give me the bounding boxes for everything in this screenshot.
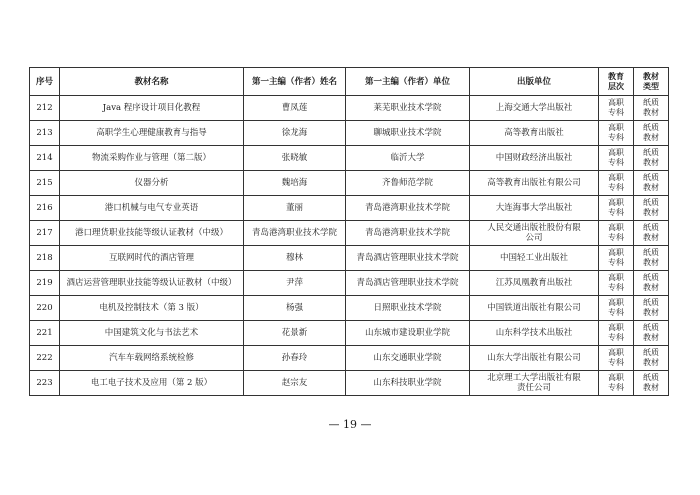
cell-index: 221 <box>30 321 60 346</box>
table-row <box>30 246 669 271</box>
cell-material-type: 纸质 教材 <box>634 96 669 121</box>
cell-title: 电工电子技术及应用（第 2 版） <box>60 371 244 396</box>
cell-material-type: 纸质 教材 <box>634 221 669 246</box>
table-row <box>30 271 669 296</box>
cell-editor-name: 张晓敏 <box>244 146 346 171</box>
cell-material-type: 纸质 教材 <box>634 271 669 296</box>
cell-publisher: 中国铁道出版社有限公司 <box>470 296 599 321</box>
cell-title: 电机及控制技术（第 3 版） <box>60 296 244 321</box>
header-index: 序号 <box>30 68 60 96</box>
cell-editor-unit: 青岛酒店管理职业技术学院 <box>346 246 470 271</box>
cell-index: 217 <box>30 221 60 246</box>
cell-education-level: 高职 专科 <box>599 346 634 371</box>
header-material-type: 教材 类型 <box>634 68 669 96</box>
cell-editor-unit: 青岛港湾职业技术学院 <box>346 196 470 221</box>
cell-index: 215 <box>30 171 60 196</box>
cell-editor-unit: 青岛港湾职业技术学院 <box>346 221 470 246</box>
cell-education-level: 高职 专科 <box>599 171 634 196</box>
cell-editor-unit: 山东科技职业学院 <box>346 371 470 396</box>
cell-editor-unit: 莱芜职业技术学院 <box>346 96 470 121</box>
table-row <box>30 296 669 321</box>
cell-editor-name: 董丽 <box>244 196 346 221</box>
cell-material-type: 纸质 教材 <box>634 296 669 321</box>
cell-material-type: 纸质 教材 <box>634 321 669 346</box>
cell-editor-name: 青岛港湾职业技术学院 <box>244 221 346 246</box>
cell-title: 港口机械与电气专业英语 <box>60 196 244 221</box>
header-title: 教材名称 <box>60 68 244 96</box>
cell-education-level: 高职 专科 <box>599 321 634 346</box>
cell-title: 物流采购作业与管理（第二版） <box>60 146 244 171</box>
cell-editor-unit: 齐鲁师范学院 <box>346 171 470 196</box>
table-row <box>30 221 669 246</box>
cell-publisher: 上海交通大学出版社 <box>470 96 599 121</box>
cell-title: 中国建筑文化与书法艺术 <box>60 321 244 346</box>
cell-index: 212 <box>30 96 60 121</box>
textbook-table <box>29 67 669 396</box>
cell-title: 高职学生心理健康教育与指导 <box>60 121 244 146</box>
cell-index: 218 <box>30 246 60 271</box>
cell-education-level: 高职 专科 <box>599 371 634 396</box>
cell-editor-unit: 山东交通职业学院 <box>346 346 470 371</box>
cell-publisher: 中国轻工业出版社 <box>470 246 599 271</box>
cell-editor-unit: 聊城职业技术学院 <box>346 121 470 146</box>
cell-publisher: 高等教育出版社 <box>470 121 599 146</box>
cell-publisher: 北京理工大学出版社有限 责任公司 <box>470 371 599 396</box>
cell-editor-name: 花景新 <box>244 321 346 346</box>
cell-title: Java 程序设计项目化教程 <box>60 96 244 121</box>
header-publisher: 出版单位 <box>470 68 599 96</box>
cell-editor-unit: 临沂大学 <box>346 146 470 171</box>
page-number: — 19 — <box>328 418 372 431</box>
cell-editor-name: 尹萍 <box>244 271 346 296</box>
cell-editor-unit: 日照职业技术学院 <box>346 296 470 321</box>
table-row <box>30 171 669 196</box>
cell-editor-name: 曹凤莲 <box>244 96 346 121</box>
cell-material-type: 纸质 教材 <box>634 246 669 271</box>
cell-material-type: 纸质 教材 <box>634 346 669 371</box>
table-row <box>30 371 669 396</box>
cell-index: 220 <box>30 296 60 321</box>
cell-editor-name: 孙春玲 <box>244 346 346 371</box>
cell-title: 汽车车载网络系统检修 <box>60 346 244 371</box>
table-row <box>30 196 669 221</box>
cell-index: 223 <box>30 371 60 396</box>
cell-education-level: 高职 专科 <box>599 246 634 271</box>
cell-editor-name: 徐龙海 <box>244 121 346 146</box>
cell-material-type: 纸质 教材 <box>634 146 669 171</box>
cell-education-level: 高职 专科 <box>599 96 634 121</box>
cell-material-type: 纸质 教材 <box>634 196 669 221</box>
header-editor-unit: 第一主编（作者）单位 <box>346 68 470 96</box>
cell-education-level: 高职 专科 <box>599 196 634 221</box>
cell-editor-unit: 山东城市建设职业学院 <box>346 321 470 346</box>
cell-publisher: 山东科学技术出版社 <box>470 321 599 346</box>
cell-material-type: 纸质 教材 <box>634 371 669 396</box>
cell-publisher: 中国财政经济出版社 <box>470 146 599 171</box>
cell-editor-name: 穆林 <box>244 246 346 271</box>
table-row <box>30 146 669 171</box>
cell-publisher: 山东大学出版社有限公司 <box>470 346 599 371</box>
header-editor-name: 第一主编（作者）姓名 <box>244 68 346 96</box>
cell-publisher: 大连海事大学出版社 <box>470 196 599 221</box>
cell-publisher: 江苏凤凰教育出版社 <box>470 271 599 296</box>
cell-index: 216 <box>30 196 60 221</box>
cell-index: 213 <box>30 121 60 146</box>
cell-title: 仪器分析 <box>60 171 244 196</box>
header-education-level: 教育 层次 <box>599 68 634 96</box>
cell-title: 酒店运营管理职业技能等级认证教材（中级） <box>60 271 244 296</box>
cell-publisher: 人民交通出版社股份有限 公司 <box>470 221 599 246</box>
cell-editor-name: 魏培海 <box>244 171 346 196</box>
cell-index: 222 <box>30 346 60 371</box>
table-row <box>30 321 669 346</box>
cell-education-level: 高职 专科 <box>599 271 634 296</box>
cell-education-level: 高职 专科 <box>599 121 634 146</box>
cell-education-level: 高职 专科 <box>599 296 634 321</box>
cell-index: 219 <box>30 271 60 296</box>
cell-material-type: 纸质 教材 <box>634 171 669 196</box>
cell-education-level: 高职 专科 <box>599 146 634 171</box>
cell-editor-name: 杨强 <box>244 296 346 321</box>
cell-title: 互联网时代的酒店管理 <box>60 246 244 271</box>
cell-education-level: 高职 专科 <box>599 221 634 246</box>
cell-publisher: 高等教育出版社有限公司 <box>470 171 599 196</box>
cell-editor-name: 赵宗友 <box>244 371 346 396</box>
table-row <box>30 346 669 371</box>
cell-material-type: 纸质 教材 <box>634 121 669 146</box>
table-row <box>30 121 669 146</box>
cell-editor-unit: 青岛酒店管理职业技术学院 <box>346 271 470 296</box>
table-row <box>30 96 669 121</box>
cell-index: 214 <box>30 146 60 171</box>
cell-title: 港口理货职业技能等级认证教材（中级） <box>60 221 244 246</box>
table-header-row <box>30 68 669 96</box>
